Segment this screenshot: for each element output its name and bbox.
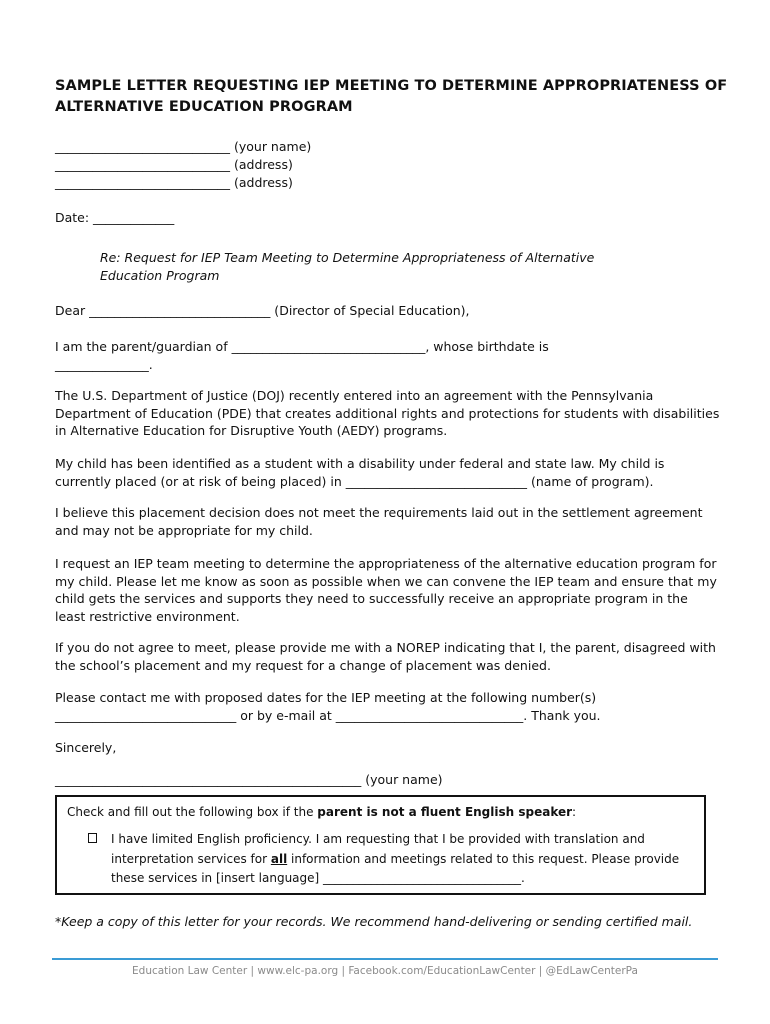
footer-divider [52,958,718,960]
box-intro [67,804,576,820]
contact-line-1: Please contact me with proposed dates for the IEP meeting at the following number(s) [55,690,597,705]
sender-name-line: ____________________________ (your name) [55,139,312,154]
sender-address-line-1: ____________________________ (address) [55,157,293,172]
doj-paragraph: The U.S. Department of Justice (DOJ) recently entered into an agreement with the Pennsylvania Department of Education (PDE) that creates additional rights and protections for students with disabilities in Alternative Education for Disruptive Youth (AEDY) programs. [55,388,720,438]
box-intro-text: Check and fill out the following box if the [67,805,318,819]
box-body-emphasis: all [270,851,288,866]
box-intro-bold: parent is not a fluent English speaker [317,805,573,819]
document-title: SAMPLE LETTER REQUESTING IEP MEETING TO DETERMINE APPROPRIATENESS OF ALTERNATIVE EDUCATION PROGRAM [55,78,728,115]
records-note: *Keep a copy of this letter for your records. We recommend hand-delivering or sending certified mail. [55,914,693,929]
salutation: Dear _____________________________ (Director of Special Education), [55,303,470,318]
re-line: Re: Request for IEP Team Meeting to Determine Appropriateness of Alternative Education Program [100,250,595,283]
box-intro-end: : [572,805,577,819]
box-body-start: I have limited English proficiency. I am requesting that I be provided with translation and interpretation services for [111,832,645,866]
closing: Sincerely, [55,740,117,755]
box-body-end: information and meetings related to this request. Please provide these services in [insert language] _________________________________. [111,851,680,885]
language-assistance-box [55,795,706,895]
checkbox-icon[interactable] [88,833,97,843]
identified-paragraph: My child has been identified as a student with a disability under federal and state law. My child is currently placed (or at risk of being placed) in _____________________________ (name of program). [55,456,665,489]
contact-line-2: _____________________________ or by e-mail at ______________________________. Thank you. [55,707,601,723]
norep-paragraph: If you do not agree to meet, please provide me with a NOREP indicating that I, the parent, disagreed with the school’s placement and my request for a change of placement was denied. [55,640,716,673]
footer: Education Law Center | www.elc-pa.org | Facebook.com/EducationLawCenter | @EdLawCenterPa [132,965,638,977]
parent-line-1: I am the parent/guardian of _______________________________, whose birthdate is [55,339,549,354]
believe-paragraph: I believe this placement decision does not meet the requirements laid out in the settlement agreement and may not be appropriate for my child. [55,505,703,538]
request-paragraph: I request an IEP team meeting to determine the appropriateness of the alternative education program for my child. Please let me know as soon as possible when we can convene the IEP team and ensure that my child gets the services and supports they need to successfully receive an appropriate program in the least restrictive environment. [55,556,717,624]
contact-paragraph [55,689,720,724]
box-body [111,830,691,889]
signature-line: _________________________________________________ (your name) [55,772,443,787]
sender-block [55,138,311,192]
parent-paragraph [55,338,720,373]
date-line: Date: _____________ [55,210,175,225]
sender-address-line-2: ____________________________ (address) [55,175,293,190]
parent-line-2: _______________. [55,356,153,372]
